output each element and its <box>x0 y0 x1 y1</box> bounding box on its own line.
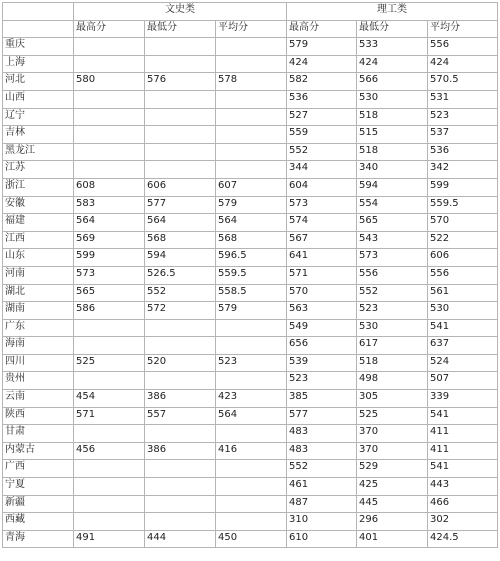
score-cell: 566 <box>357 73 428 91</box>
score-cell <box>74 337 145 355</box>
score-cell: 487 <box>287 495 357 513</box>
province-cell: 江西 <box>3 231 74 249</box>
score-cell: 344 <box>287 161 357 179</box>
score-cell <box>145 495 216 513</box>
score-cell: 561 <box>428 284 498 302</box>
score-cell <box>74 38 145 56</box>
table-row <box>3 354 498 372</box>
score-cell: 571 <box>287 266 357 284</box>
score-cell: 565 <box>74 284 145 302</box>
score-cell: 599 <box>428 178 498 196</box>
score-cell: 573 <box>287 196 357 214</box>
score-cell: 583 <box>74 196 145 214</box>
province-cell: 云南 <box>3 390 74 408</box>
score-cell: 579 <box>216 302 287 320</box>
score-cell: 543 <box>357 231 428 249</box>
score-cell: 604 <box>287 178 357 196</box>
score-cell <box>216 337 287 355</box>
table-row <box>3 530 498 548</box>
table-row <box>3 214 498 232</box>
score-cell: 523 <box>287 372 357 390</box>
score-cell: 531 <box>428 90 498 108</box>
score-cell: 537 <box>428 126 498 144</box>
score-cell: 525 <box>357 407 428 425</box>
score-cell: 554 <box>357 196 428 214</box>
score-cell: 580 <box>74 73 145 91</box>
table-row <box>3 390 498 408</box>
score-cell: 527 <box>287 108 357 126</box>
score-cell <box>74 319 145 337</box>
score-cell: 577 <box>287 407 357 425</box>
province-cell: 西藏 <box>3 513 74 531</box>
table-row <box>3 513 498 531</box>
table-row <box>3 143 498 161</box>
score-cell: 466 <box>428 495 498 513</box>
score-cell: 569 <box>74 231 145 249</box>
table-row <box>3 284 498 302</box>
score-cell <box>145 126 216 144</box>
score-cell: 483 <box>287 425 357 443</box>
province-cell: 贵州 <box>3 372 74 390</box>
score-cell <box>74 495 145 513</box>
score-cell <box>216 478 287 496</box>
score-cell: 578 <box>216 73 287 91</box>
table-row <box>3 495 498 513</box>
score-cell: 606 <box>428 249 498 267</box>
score-cell: 582 <box>287 73 357 91</box>
score-cell <box>216 319 287 337</box>
score-cell <box>216 143 287 161</box>
score-cell: 570 <box>287 284 357 302</box>
score-cell: 536 <box>428 143 498 161</box>
score-cell: 606 <box>145 178 216 196</box>
group-header-row <box>3 3 498 21</box>
province-cell: 广东 <box>3 319 74 337</box>
score-cell: 541 <box>428 407 498 425</box>
score-cell <box>74 108 145 126</box>
score-cell: 564 <box>216 214 287 232</box>
score-cell <box>74 425 145 443</box>
table-row <box>3 442 498 460</box>
score-cell: 610 <box>287 530 357 548</box>
score-cell: 424 <box>287 55 357 73</box>
table-row <box>3 319 498 337</box>
score-cell <box>145 143 216 161</box>
score-cell: 424 <box>428 55 498 73</box>
score-cell: 577 <box>145 196 216 214</box>
score-cell: 564 <box>216 407 287 425</box>
score-cell: 423 <box>216 390 287 408</box>
column-header: 最高分 <box>74 20 145 38</box>
score-cell: 574 <box>287 214 357 232</box>
score-cell <box>216 513 287 531</box>
score-cell: 411 <box>428 425 498 443</box>
score-cell: 572 <box>145 302 216 320</box>
score-cell: 454 <box>74 390 145 408</box>
table-row <box>3 73 498 91</box>
score-cell: 386 <box>145 390 216 408</box>
province-cell: 浙江 <box>3 178 74 196</box>
score-cell <box>145 38 216 56</box>
score-cell: 530 <box>357 90 428 108</box>
province-cell: 陕西 <box>3 407 74 425</box>
province-cell: 宁夏 <box>3 478 74 496</box>
group-header-liberal-arts: 文史类 <box>74 3 287 21</box>
table-row <box>3 178 498 196</box>
score-cell <box>216 460 287 478</box>
table-row <box>3 231 498 249</box>
score-cell: 539 <box>287 354 357 372</box>
table-row <box>3 38 498 56</box>
score-cell: 530 <box>428 302 498 320</box>
score-cell: 386 <box>145 442 216 460</box>
province-cell: 湖北 <box>3 284 74 302</box>
score-cell: 305 <box>357 390 428 408</box>
score-cell: 461 <box>287 478 357 496</box>
score-cell <box>216 372 287 390</box>
score-cell: 416 <box>216 442 287 460</box>
score-cell: 370 <box>357 425 428 443</box>
score-cell: 296 <box>357 513 428 531</box>
score-cell: 568 <box>216 231 287 249</box>
score-cell: 443 <box>428 478 498 496</box>
score-cell: 536 <box>287 90 357 108</box>
province-cell: 青海 <box>3 530 74 548</box>
score-cell: 576 <box>145 73 216 91</box>
corner-cell <box>3 20 74 38</box>
score-cell: 530 <box>357 319 428 337</box>
score-cell: 342 <box>428 161 498 179</box>
group-header-science: 理工类 <box>287 3 498 21</box>
score-cell: 450 <box>216 530 287 548</box>
score-cell: 596.5 <box>216 249 287 267</box>
score-cell <box>145 513 216 531</box>
score-cell: 491 <box>74 530 145 548</box>
score-cell <box>216 126 287 144</box>
corner-cell <box>3 3 74 21</box>
score-cell <box>74 55 145 73</box>
score-cell: 586 <box>74 302 145 320</box>
score-cell <box>216 38 287 56</box>
score-cell <box>145 372 216 390</box>
score-cell <box>145 425 216 443</box>
score-cell: 340 <box>357 161 428 179</box>
province-cell: 广西 <box>3 460 74 478</box>
score-cell: 425 <box>357 478 428 496</box>
score-cell: 523 <box>428 108 498 126</box>
column-header: 最低分 <box>145 20 216 38</box>
score-cell: 552 <box>287 143 357 161</box>
table-row <box>3 302 498 320</box>
score-cell <box>216 425 287 443</box>
score-cell <box>74 143 145 161</box>
score-cell: 564 <box>74 214 145 232</box>
score-cell <box>74 513 145 531</box>
score-cell: 607 <box>216 178 287 196</box>
score-cell <box>145 460 216 478</box>
score-cell: 557 <box>145 407 216 425</box>
score-cell: 529 <box>357 460 428 478</box>
score-cell: 424 <box>357 55 428 73</box>
table-row <box>3 161 498 179</box>
province-cell: 湖南 <box>3 302 74 320</box>
score-cell: 641 <box>287 249 357 267</box>
table-row <box>3 90 498 108</box>
table-row <box>3 249 498 267</box>
table-row <box>3 266 498 284</box>
table-row <box>3 55 498 73</box>
score-cell: 552 <box>145 284 216 302</box>
score-cell: 594 <box>357 178 428 196</box>
province-cell: 山西 <box>3 90 74 108</box>
score-cell: 520 <box>145 354 216 372</box>
score-cell <box>74 460 145 478</box>
score-cell: 570.5 <box>428 73 498 91</box>
score-cell: 411 <box>428 442 498 460</box>
score-cell: 617 <box>357 337 428 355</box>
score-cell <box>216 55 287 73</box>
table-row <box>3 478 498 496</box>
score-cell: 302 <box>428 513 498 531</box>
score-cell: 385 <box>287 390 357 408</box>
score-cell <box>74 372 145 390</box>
score-cell: 424.5 <box>428 530 498 548</box>
score-cell <box>145 337 216 355</box>
score-cell: 533 <box>357 38 428 56</box>
column-header-row <box>3 20 498 38</box>
column-header: 最低分 <box>357 20 428 38</box>
score-cell <box>145 108 216 126</box>
score-cell: 456 <box>74 442 145 460</box>
score-cell: 523 <box>216 354 287 372</box>
score-cell: 558.5 <box>216 284 287 302</box>
score-cell: 310 <box>287 513 357 531</box>
column-header: 最高分 <box>287 20 357 38</box>
table-row <box>3 425 498 443</box>
score-cell: 656 <box>287 337 357 355</box>
score-cell <box>216 108 287 126</box>
score-cell: 567 <box>287 231 357 249</box>
score-cell: 573 <box>74 266 145 284</box>
score-cell <box>74 478 145 496</box>
score-cell: 518 <box>357 354 428 372</box>
table-row <box>3 108 498 126</box>
score-cell: 552 <box>357 284 428 302</box>
score-cell <box>145 478 216 496</box>
score-cell: 556 <box>428 38 498 56</box>
score-cell: 568 <box>145 231 216 249</box>
score-cell: 483 <box>287 442 357 460</box>
score-cell: 370 <box>357 442 428 460</box>
score-cell: 637 <box>428 337 498 355</box>
score-cell <box>145 161 216 179</box>
province-cell: 河南 <box>3 266 74 284</box>
score-cell <box>145 55 216 73</box>
province-cell: 山东 <box>3 249 74 267</box>
score-cell: 522 <box>428 231 498 249</box>
score-cell <box>145 90 216 108</box>
score-cell: 552 <box>287 460 357 478</box>
province-cell: 江苏 <box>3 161 74 179</box>
province-cell: 新疆 <box>3 495 74 513</box>
score-cell: 498 <box>357 372 428 390</box>
province-cell: 黑龙江 <box>3 143 74 161</box>
score-cell: 556 <box>357 266 428 284</box>
province-cell: 重庆 <box>3 38 74 56</box>
score-cell: 518 <box>357 108 428 126</box>
score-cell: 515 <box>357 126 428 144</box>
score-cell: 608 <box>74 178 145 196</box>
province-cell: 四川 <box>3 354 74 372</box>
score-cell <box>74 161 145 179</box>
score-table <box>2 2 498 548</box>
score-cell: 445 <box>357 495 428 513</box>
province-cell: 甘肃 <box>3 425 74 443</box>
score-cell: 579 <box>287 38 357 56</box>
province-cell: 上海 <box>3 55 74 73</box>
score-cell: 523 <box>357 302 428 320</box>
score-cell: 549 <box>287 319 357 337</box>
score-cell: 339 <box>428 390 498 408</box>
score-cell: 594 <box>145 249 216 267</box>
score-cell: 524 <box>428 354 498 372</box>
table-row <box>3 460 498 478</box>
table-row <box>3 337 498 355</box>
province-cell: 吉林 <box>3 126 74 144</box>
score-cell: 563 <box>287 302 357 320</box>
column-header: 平均分 <box>428 20 498 38</box>
column-header: 平均分 <box>216 20 287 38</box>
score-cell: 564 <box>145 214 216 232</box>
score-cell: 525 <box>74 354 145 372</box>
score-cell: 570 <box>428 214 498 232</box>
score-cell: 401 <box>357 530 428 548</box>
score-cell: 541 <box>428 319 498 337</box>
table-row <box>3 196 498 214</box>
score-cell: 559 <box>287 126 357 144</box>
score-cell <box>216 495 287 513</box>
table-row <box>3 126 498 144</box>
table-body <box>3 38 498 548</box>
province-cell: 内蒙古 <box>3 442 74 460</box>
score-cell: 518 <box>357 143 428 161</box>
score-cell: 507 <box>428 372 498 390</box>
score-cell: 579 <box>216 196 287 214</box>
score-cell: 526.5 <box>145 266 216 284</box>
score-cell: 571 <box>74 407 145 425</box>
table-row <box>3 372 498 390</box>
score-cell: 559.5 <box>216 266 287 284</box>
score-cell <box>145 319 216 337</box>
score-cell: 541 <box>428 460 498 478</box>
province-cell: 海南 <box>3 337 74 355</box>
score-cell <box>216 90 287 108</box>
province-cell: 安徽 <box>3 196 74 214</box>
score-cell: 559.5 <box>428 196 498 214</box>
province-cell: 福建 <box>3 214 74 232</box>
province-cell: 辽宁 <box>3 108 74 126</box>
score-cell: 565 <box>357 214 428 232</box>
score-cell <box>74 90 145 108</box>
score-cell <box>74 126 145 144</box>
table-row <box>3 407 498 425</box>
score-cell <box>216 161 287 179</box>
score-cell: 599 <box>74 249 145 267</box>
score-cell: 573 <box>357 249 428 267</box>
province-cell: 河北 <box>3 73 74 91</box>
score-cell: 444 <box>145 530 216 548</box>
score-cell: 556 <box>428 266 498 284</box>
